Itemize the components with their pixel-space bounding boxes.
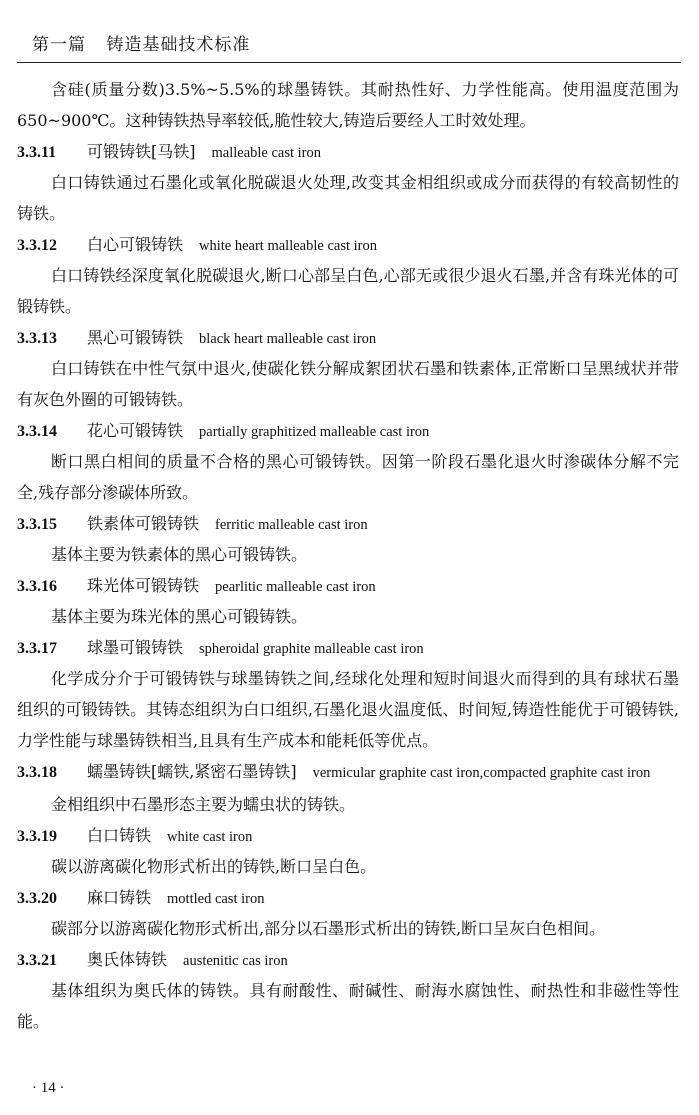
entry-term-en: spheroidal graphite malleable cast iron <box>199 641 424 657</box>
entry-number: 3.3.13 <box>17 330 57 347</box>
entry-number: 3.3.18 <box>17 764 57 781</box>
entry-3-3-16 <box>17 570 679 632</box>
entry-number: 3.3.19 <box>17 828 57 845</box>
entry-3-3-17 <box>17 632 679 756</box>
entry-term-en: malleable cast iron <box>211 145 322 161</box>
intro-paragraph: 含硅(质量分数)3.5%~5.5%的球墨铸铁。其耐热性好、力学性能高。使用温度范围为 650~900℃。这种铸铁热导率较低,脆性较大,铸造后要经人工时效处理。 <box>17 80 679 130</box>
entry-term-en: austenitic cas iron <box>183 953 288 969</box>
entry-term-cn: 珠光体可锻铸铁 <box>87 576 200 595</box>
entry-definition: 化学成分介于可锻铸铁与球墨铸铁之间,经球化处理和短时间退火而得到的具有球状石墨组织的可锻铸铁。其铸态组织为白口组织,石墨化退火温度低、时间短,铸造性能优于可锻铸铁,力学性能与球墨铸铁相当,且具有生产成本和能耗低等优点。 <box>17 669 679 750</box>
entry-number: 3.3.16 <box>17 578 57 595</box>
entry-number: 3.3.17 <box>17 640 57 657</box>
entry-definition: 断口黑白相间的质量不合格的黑心可锻铸铁。因第一阶段石墨化退火时渗碳体分解不完全,残存部分渗碳体所致。 <box>17 452 679 502</box>
entry-term-en: partially graphitized malleable cast iron <box>199 424 430 440</box>
entry-number: 3.3.15 <box>17 516 57 533</box>
header-rule <box>17 62 681 63</box>
entry-definition: 基体组织为奥氏体的铸铁。具有耐酸性、耐碱性、耐海水腐蚀性、耐热性和非磁性等性能。 <box>17 981 679 1031</box>
entry-term-en: mottled cast iron <box>167 891 265 907</box>
header-title: 铸造基础技术标准 <box>106 35 251 55</box>
entry-term-en: white cast iron <box>167 829 253 845</box>
entry-heading <box>17 229 679 260</box>
entry-term-cn: 蠕墨铸铁[蠕铁,紧密石墨铸铁] <box>87 762 297 781</box>
entry-number: 3.3.20 <box>17 890 57 907</box>
entry-term-cn: 白口铸铁 <box>87 826 152 845</box>
entry-heading <box>17 508 679 539</box>
entry-term-cn: 球墨可锻铸铁 <box>87 638 184 657</box>
entry-number: 3.3.12 <box>17 237 57 254</box>
entry-term-en: black heart malleable cast iron <box>199 331 377 347</box>
entry-definition: 白口铸铁通过石墨化或氧化脱碳退火处理,改变其金相组织或成分而获得的有较高韧性的铸铁。 <box>17 173 679 223</box>
entry-3-3-19 <box>17 820 679 882</box>
entry-definition: 碳以游离碳化物形式析出的铸铁,断口呈白色。 <box>51 857 377 876</box>
entry-3-3-18 <box>17 756 679 820</box>
entry-definition: 金相组织中石墨形态主要为蠕虫状的铸铁。 <box>51 795 356 814</box>
entry-3-3-11 <box>17 136 679 229</box>
entry-term-cn: 麻口铸铁 <box>87 888 152 907</box>
entry-heading <box>17 820 679 851</box>
entry-term-en: pearlitic malleable cast iron <box>215 579 376 595</box>
entry-definition: 碳部分以游离碳化物形式析出,部分以石墨形式析出的铸铁,断口呈灰白色相间。 <box>51 919 606 938</box>
entry-term-cn: 可锻铸铁[马铁] <box>87 142 196 161</box>
entry-term-en: vermicular graphite cast iron,compacted graphite cast iron <box>312 765 651 781</box>
entry-definition: 基体主要为珠光体的黑心可锻铸铁。 <box>51 607 308 626</box>
entry-3-3-21 <box>17 944 679 1037</box>
entry-3-3-20 <box>17 882 679 944</box>
running-header <box>32 30 264 55</box>
entry-heading <box>17 136 679 167</box>
entry-term-cn: 花心可锻铸铁 <box>87 421 184 440</box>
entry-3-3-15 <box>17 508 679 570</box>
entry-3-3-14 <box>17 415 679 508</box>
entry-3-3-12 <box>17 229 679 322</box>
entry-heading <box>17 882 679 913</box>
entry-number: 3.3.21 <box>17 952 57 969</box>
entry-heading <box>17 632 679 663</box>
entry-term-cn: 奥氏体铸铁 <box>87 950 168 969</box>
document-body <box>17 74 679 1037</box>
entry-term-cn: 黑心可锻铸铁 <box>87 328 184 347</box>
entry-definition: 白口铸铁在中性气氛中退火,使碳化铁分解成絮团状石墨和铁素体,正常断口呈黑绒状并带有灰色外圈的可锻铸铁。 <box>17 359 679 409</box>
entry-definition: 白口铸铁经深度氧化脱碳退火,断口心部呈白色,心部无或很少退火石墨,并含有珠光体的可锻铸铁。 <box>17 266 679 316</box>
entry-heading <box>17 322 679 353</box>
entry-number: 3.3.14 <box>17 423 57 440</box>
entry-term-en: ferritic malleable cast iron <box>215 517 368 533</box>
entry-definition: 基体主要为铁素体的黑心可锻铸铁。 <box>51 545 308 564</box>
entry-term-cn: 铁素体可锻铸铁 <box>87 514 200 533</box>
entry-heading <box>17 415 679 446</box>
page-number: · 14 · <box>32 1080 65 1096</box>
entry-3-3-13 <box>17 322 679 415</box>
entry-heading <box>17 944 679 975</box>
entry-term-en: white heart malleable cast iron <box>199 238 377 254</box>
header-part: 第一篇 <box>32 35 86 55</box>
entry-heading <box>17 756 679 789</box>
entry-heading <box>17 570 679 601</box>
entry-term-cn: 白心可锻铸铁 <box>87 235 184 254</box>
entry-number: 3.3.11 <box>17 144 57 161</box>
